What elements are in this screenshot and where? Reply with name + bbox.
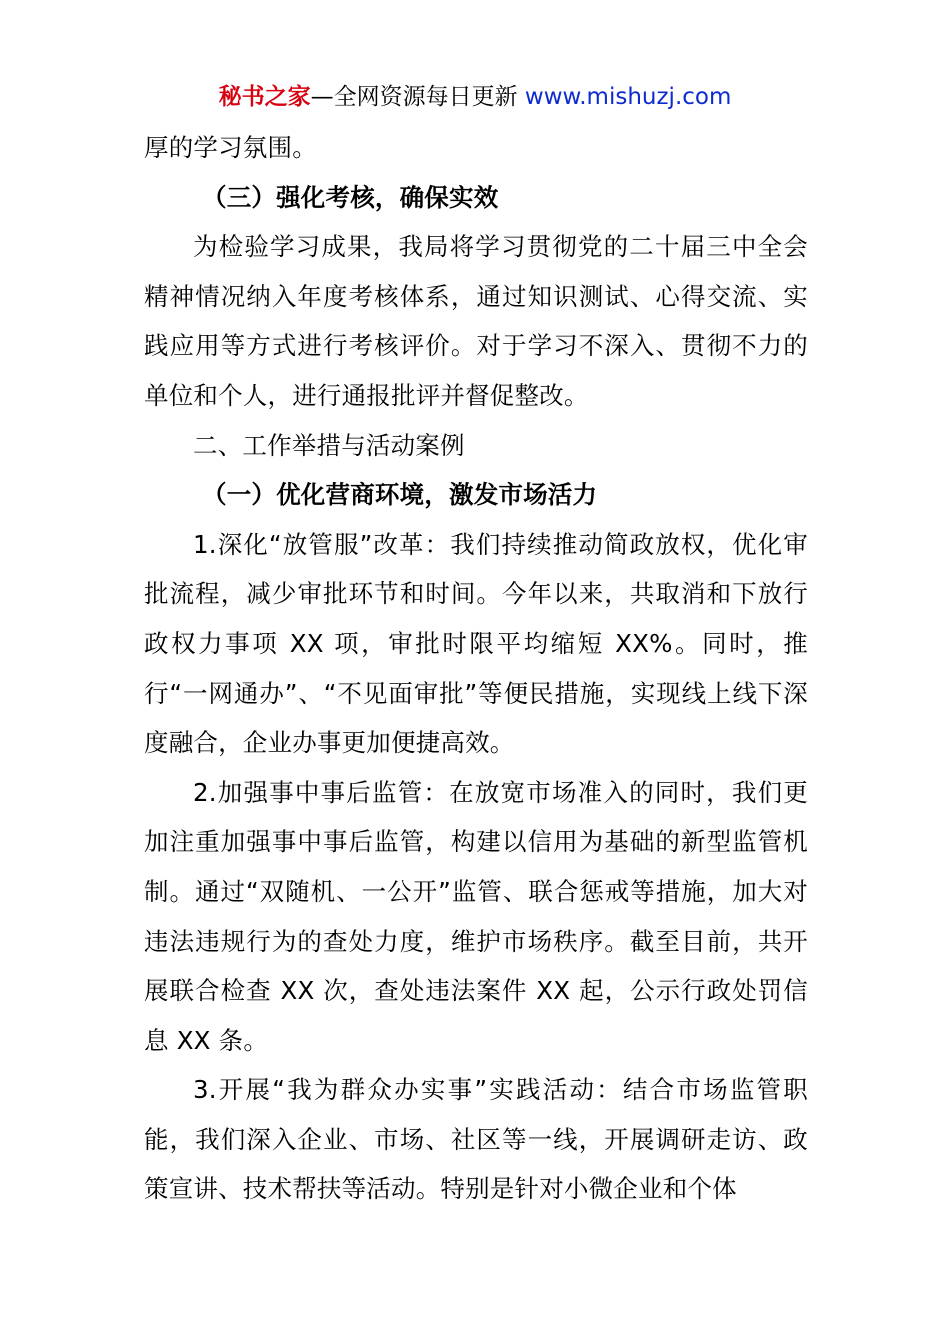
paragraph-assessment: 为检验学习成果，我局将学习贯彻党的二十届三中全会精神情况纳入年度考核体系，通过知识测试、心得交流、实践应用等方式进行考核评价。对于学习不深入、贯彻不力的单位和个人，进行通报批评并督促整改。 xyxy=(144,232,808,410)
section-heading-2: 二、工作举措与活动案例 xyxy=(193,430,465,460)
site-brand: 秘书之家 xyxy=(218,84,311,110)
paragraph-continuation: 厚的学习氛围。 xyxy=(144,133,317,162)
subsection-heading-1: （一）优化营商环境，激发市场活力 xyxy=(202,480,598,510)
site-url-link[interactable]: www.mishuzj.com xyxy=(524,84,732,110)
paragraph-item-2: 2.加强事中事后监管：在放宽市场准入的同时，我们更加注重加强事中事后监管，构建以信用为基础的新型监管机制。通过“双随机、一公开”监管、联合惩戒等措施，加大对违法违规行为的查处力度，维护市场秩序。截至目前，共开展联合检查 XX 次，查处违法案件 XX 起，公示行政处罚信息 XX 条。 xyxy=(144,777,808,1055)
section-heading-3: （三）强化考核，确保实效 xyxy=(202,182,499,212)
document-body xyxy=(144,123,808,1214)
site-tagline: —全网资源每日更新 xyxy=(310,84,525,110)
paragraph-item-3: 3.开展“我为群众办实事”实践活动：结合市场监管职能，我们深入企业、市场、社区等一线，开展调研走访、政策宣讲、技术帮扶等活动。特别是针对小微企业和个体 xyxy=(144,1075,808,1204)
site-header xyxy=(0,82,950,112)
paragraph-item-1: 1.深化“放管服”改革：我们持续推动简政放权，优化审批流程，减少审批环节和时间。今年以来，共取消和下放行政权力事项 XX 项，审批时限平均缩短 XX%。同时，推行“一网通办”、“不见面审批”等便民措施，实现线上线下深度融合，企业办事更加便捷高效。 xyxy=(144,529,808,758)
